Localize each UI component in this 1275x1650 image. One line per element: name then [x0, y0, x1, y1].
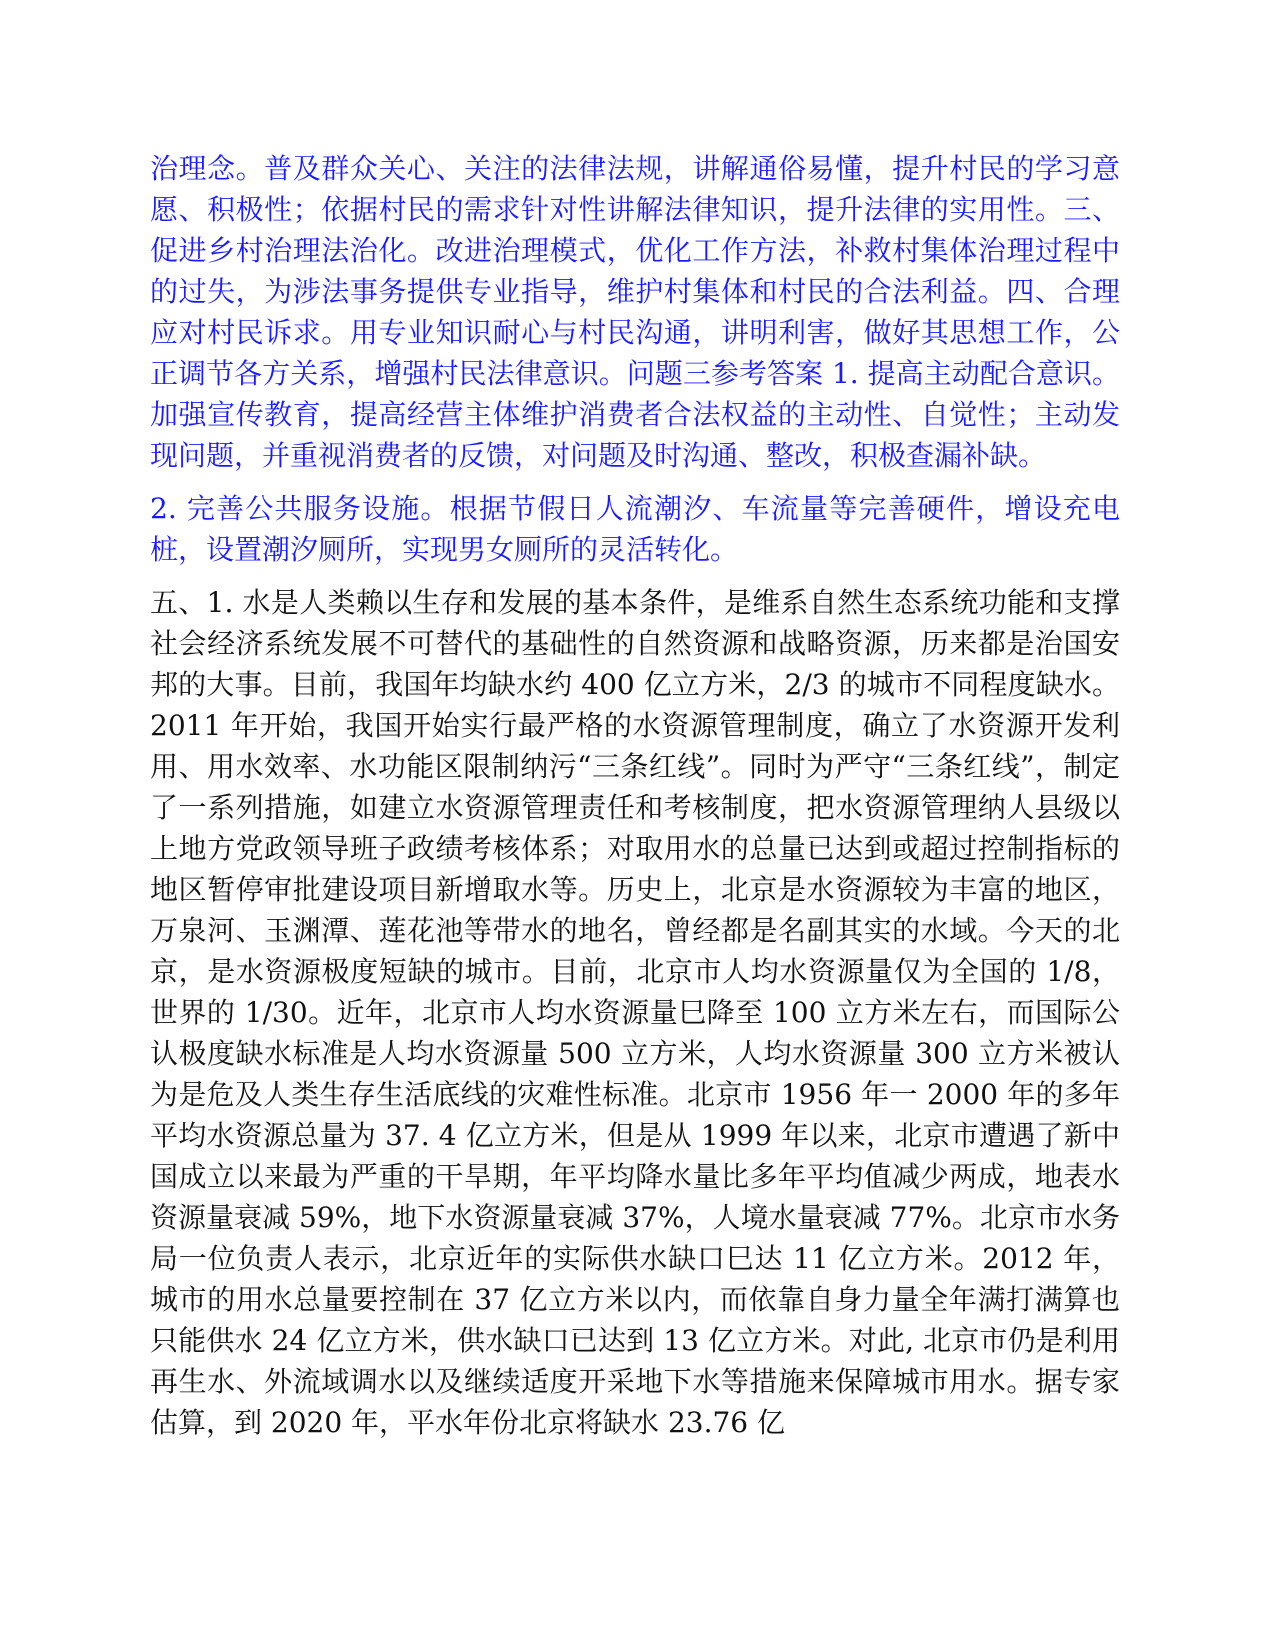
material-paragraph-5: 五、1. 水是人类赖以生存和发展的基本条件，是维系自然生态系统功能和支撑社会经济系统发展不可替代的基础性的自然资源和战略资源，历来都是治国安邦的大事。目前，我国年均缺水约 400 亿立方米，2/3 的城市不同程度缺水。2011 年开始，我国开始实行最严格的水资源管理制度，确立了水资源开发利用、用水效率、水功能区限制纳污“三条红线”。同时为严守“三条红线”，制定了一系列措施，如建立水资源管理责任和考核制度，把水资源管理纳人县级以上地方党政领导班子政绩考核体系；对取用水的总量已达到或超过控制指标的地区暂停审批建设项目新增取水等。历史上，北京是水资源较为丰富的地区，万泉河、玉渊潭、莲花池等带水的地名，曾经都是名副其实的水域。今天的北京，是水资源极度短缺的城市。目前，北京市人均水资源量仅为全国的 1/8，世界的 1/30。近年，北京市人均水资源量巳降至 100 立方米左右，而国际公认极度缺水标准是人均水资源量 500 立方米，人均水资源量 300 立方米被认为是危及人类生存生活底线的灾难性标准。北京市 1956 年一 2000 年的多年平均水资源总量为 37. 4 亿立方米，但是从 1999 年以来，北京市遭遇了新中国成立以来最为严重的干旱期，年平均降水量比多年平均值减少两成，地表水资源量衰减 59%，地下水资源量衰减 37%，人境水量衰减 77%。北京市水务局一位负责人表示，北京近年的实际供水缺口巳达 11 亿立方米。2012 年，城市的用水总量要控制在 37 亿立方米以内，而依靠自身力量全年满打满算也只能供水 24 亿立方米，供水缺口已达到 13 亿立方米。对此, 北京市仍是利用再生水、外流域调水以及继续适度开采地下水等措施来保障城市用水。据专家估算，到 2020 年，平水年份北京将缺水 23.76 亿: [150, 586, 1120, 1439]
document-page: [150, 148, 1120, 1443]
answer-paragraph-1: 治理念。普及群众关心、关注的法律法规，讲解通俗易懂，提升村民的学习意愿、积极性；依据村民的需求针对性讲解法律知识，提升法律的实用性。三、促进乡村治理法治化。改进治理模式，优化工作方法，补救村集体治理过程中的过失，为涉法事务提供专业指导，维护村集体和村民的合法利益。四、合理应对村民诉求。用专业知识耐心与村民沟通，讲明利害，做好其思想工作，公正调节各方关系，增强村民法律意识。问题三参考答案 1. 提高主动配合意识。加强宣传教育，提高经营主体维护消费者合法权益的主动性、自觉性；主动发现问题，并重视消费者的反馈，对问题及时沟通、整改，积极查漏补缺。: [150, 152, 1120, 472]
answer-paragraph-2: 2. 完善公共服务设施。根据节假日人流潮汐、车流量等完善硬件，增设充电桩，设置潮汐厕所，实现男女厕所的灵活转化。: [150, 492, 1120, 566]
